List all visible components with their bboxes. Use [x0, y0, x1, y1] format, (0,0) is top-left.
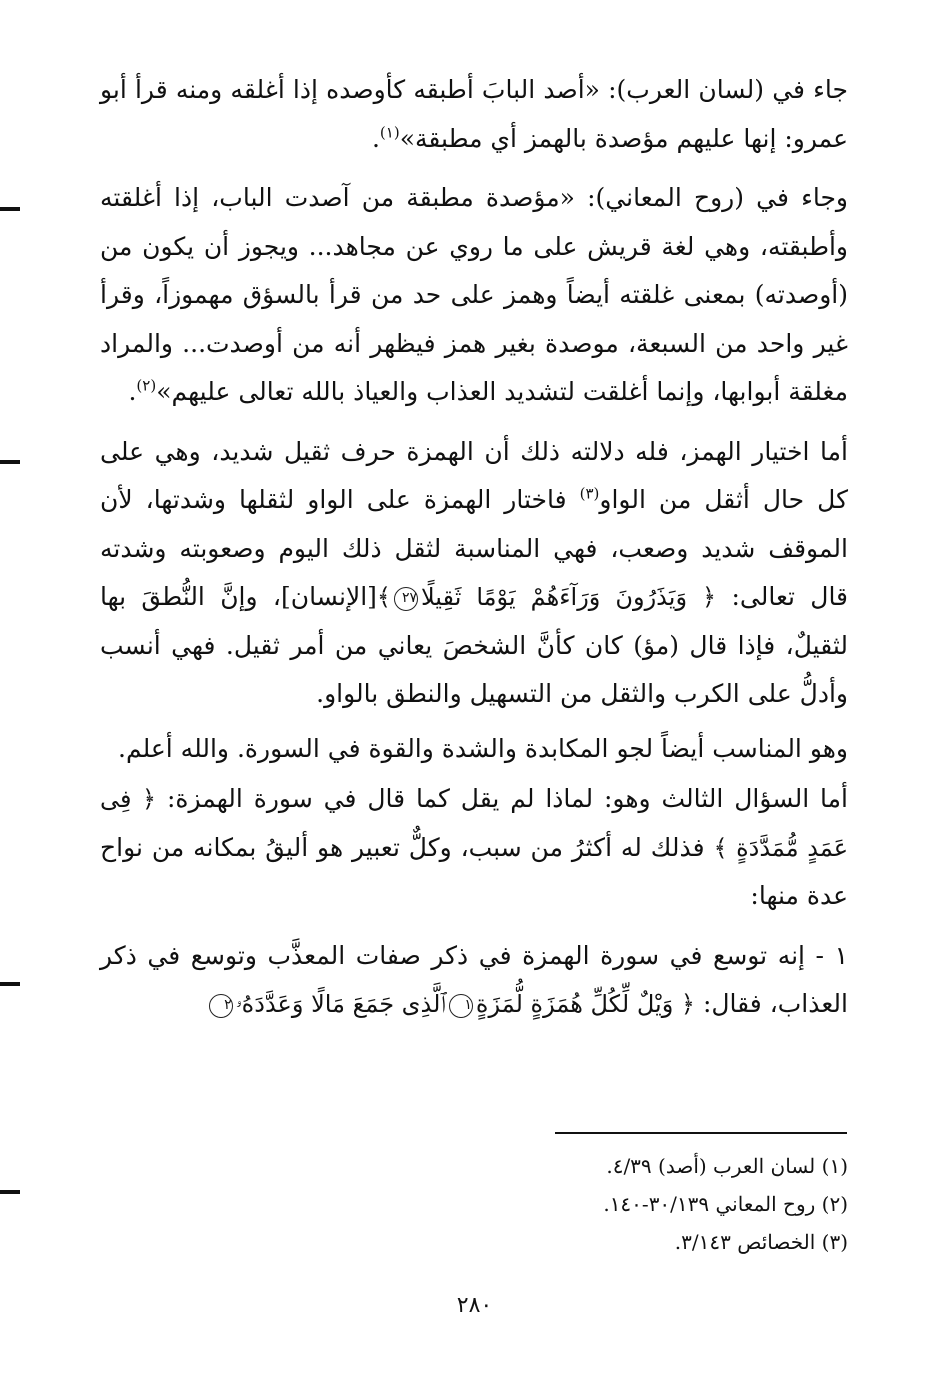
paragraph-text: أما اختيار الهمز، فله دلالته ذلك أن الهمزة حرف ثقيل شديد، وهي على كل حال أثقل من الواو — [100, 436, 848, 514]
paragraph-hamz-choice — [100, 428, 848, 719]
ayah-number-marker: ٢٧ — [394, 587, 418, 611]
quran-bracket: ﴾ — [376, 583, 391, 611]
paragraph-text: أما السؤال الثالث وهو: لماذا لم يقل كما قال في سورة الهمزة: — [156, 784, 848, 813]
paragraph-ruh-al-maani: وجاء في (روح المعاني): «مؤصدة مطبقة من آصدت الباب، إذا أغلقته وأطبقته، وهي لغة قريش على ما روي عن مجاهد... ويجوز أن يكون من (أوصدته) بمعنى غلقته أيضاً وهمز على حد من قرأ بالسؤق مهموزاً، وقرأ غير واحد من السبعة، موصدة بغير همز فيظهر أنه من أوصدت... والمراد مغلقة أبوابها، وإنما أغلقت لتشديد العذاب والعياذ بالله تعالى عليهم»$^{(٢)}$. — [100, 183, 848, 406]
paragraph-point-one — [100, 932, 848, 1029]
quran-verse: ﴿ وَيْلٌ لِّكُلِّ هُمَزَةٍ لُّمَزَةٍ — [475, 990, 695, 1018]
quran-verse: ﴿ فِى عَمَدٍ مُّمَدَّدَةٍ ﴾ — [100, 785, 849, 862]
quran-verse: ٱلَّذِى جَمَعَ مَالًا وَعَدَّدَهُۥ — [235, 990, 446, 1018]
footnotes — [400, 1147, 848, 1261]
ayah-number-marker: ٢ — [209, 994, 233, 1018]
footnote-ref: (١) — [379, 123, 400, 142]
margin-mark — [0, 460, 20, 464]
paragraph-third-question — [100, 775, 848, 921]
page-number: ٢٨٠ — [456, 1293, 493, 1318]
paragraph-text: فذلك له أكثرُ من سبب، وكلٌّ تعبير هو أليقُ بمكانه من نواح عدة منها: — [100, 832, 848, 910]
main-text — [100, 66, 848, 1029]
footnote-separator — [555, 1132, 847, 1134]
footnote-2: (٢) روح المعاني ٣٠/١٣٩-١٤٠. — [603, 1192, 848, 1216]
quran-verse: ﴿ وَيَذَرُونَ وَرَآءَهُمْ يَوْمًا ثَقِيلًا — [420, 583, 717, 611]
footnote-1: (١) لسان العرب (أصد) ٤/٣٩. — [606, 1154, 848, 1178]
paragraph-text: جاء في (لسان العرب): «أصد البابَ أطبقه كأوصده إذا أغلقه ومنه قرأ أبو عمرو: إنها عليهم مؤصدة بالهمز أي مطبقة» — [100, 75, 848, 153]
paragraph-conclusion: وهو المناسب أيضاً لجو المكابدة والشدة والقوة في السورة. والله أعلم. — [118, 733, 848, 763]
paragraph-lisan-al-arab: جاء في (لسان العرب): «أصد البابَ أطبقه كأوصده إذا أغلقه ومنه قرأ أبو عمرو: إنها عليهم مؤصدة بالهمز أي مطبقة»$^{(١)}$. — [100, 75, 848, 153]
ayah-number-marker: ١ — [449, 994, 473, 1018]
margin-mark — [0, 1190, 20, 1194]
footnote-ref: (٣) — [579, 484, 600, 503]
footnote-ref: (٢) — [136, 376, 157, 395]
footnote-3: (٣) الخصائص ٣/١٤٣. — [674, 1230, 848, 1254]
paragraph-text: فاختار الهمزة على الواو لثقلها وشدتها، لأن الموقف شديد وصعب، فهي المناسبة لثقل ذلك اليوم وصعوبته وشدته قال تعالى: — [100, 485, 849, 611]
paragraph-text: [الإنسان]، وإنَّ النُّطقَ بها لثقيلٌ، فإذا قال (مؤ) كان كأنَّ الشخصَ يعاني من أمر ثقيل. فهي أنسب وأدلُّ على الكرب والثقل من التسهيل والنطق بالواو. — [100, 582, 848, 708]
margin-mark — [0, 982, 20, 986]
margin-mark — [0, 207, 20, 211]
paragraph-text: وجاء في (روح المعاني): «مؤصدة مطبقة من آصدت الباب، إذا أغلقته وأطبقته، وهي لغة قريش على ما روي عن مجاهد... ويجوز أن يكون من (أوصدته) بمعنى غلقته أيضاً وهمز على حد من قرأ بالسؤق مهموزاً، وقرأ غير واحد من السبعة، موصدة بغير همز فيظهر أنه من أوصدت... والمراد مغلقة أبوابها، وإنما أغلقت لتشديد العذاب والعياذ بالله تعالى عليهم» — [100, 183, 848, 406]
paragraph-text: ١ - إنه توسع في سورة الهمزة في ذكر صفات المعذَّب وتوسع في ذكر العذاب، فقال: — [100, 940, 848, 1018]
